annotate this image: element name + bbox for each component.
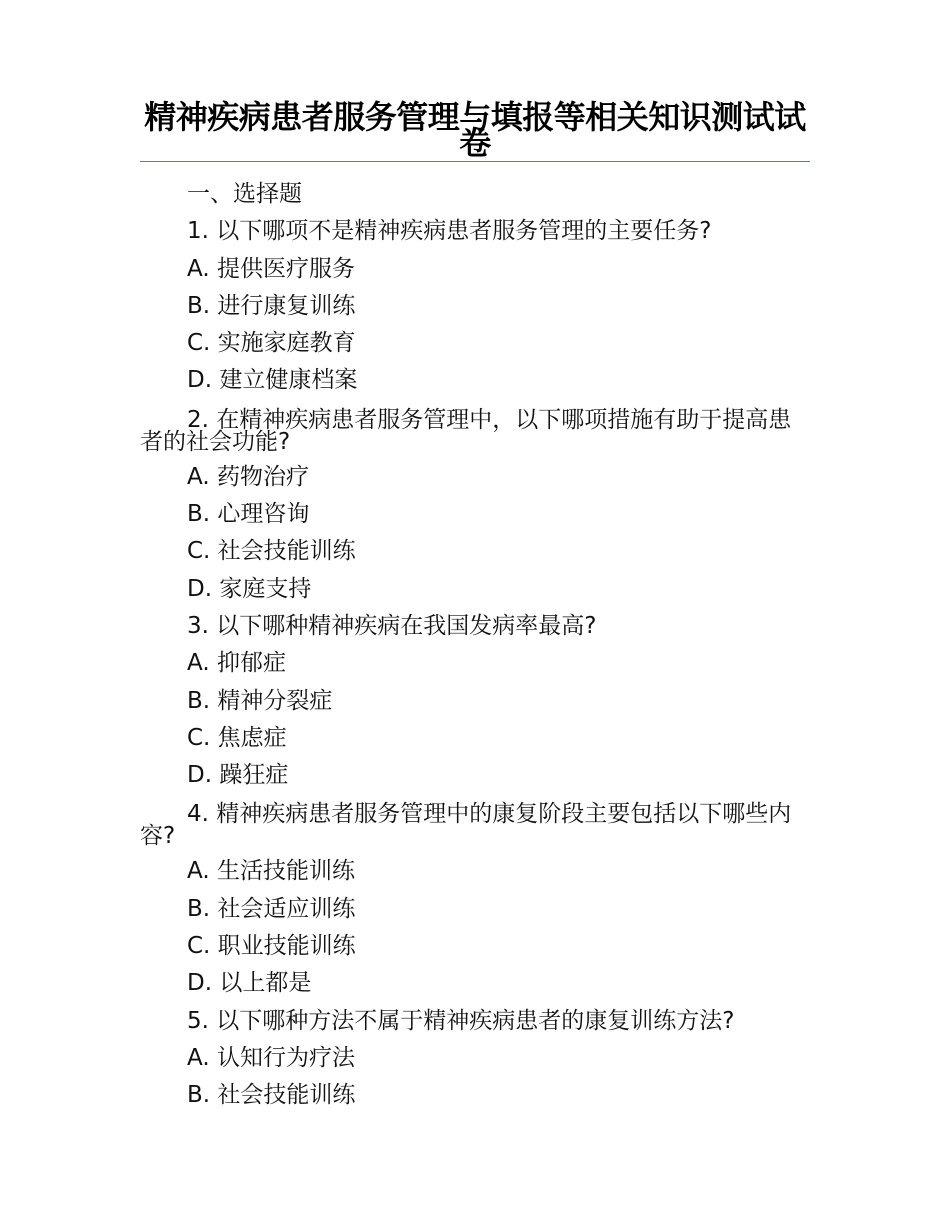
question-3-option-a: A. 抑郁症	[187, 650, 286, 677]
question-2-option-b: B. 心理咨询	[187, 501, 310, 528]
question-2-prompt: 2. 在精神疾病患者服务管理中，以下哪项措施有助于提高患者的社会功能?	[140, 406, 792, 455]
question-4-option-a: A. 生活技能训练	[187, 858, 355, 885]
question-5-option-b: B. 社会技能训练	[187, 1082, 356, 1109]
question-2-option-a: A. 药物治疗	[187, 463, 309, 490]
question-1-option-b: B. 进行康复训练	[187, 292, 356, 319]
question-5-prompt: 5. 以下哪种方法不属于精神疾病患者的康复训练方法?	[187, 1007, 735, 1034]
question-3-option-c: C. 焦虑症	[187, 724, 287, 751]
question-2-option-c: C. 社会技能训练	[187, 538, 356, 565]
question-4-prompt: 4. 精神疾病患者服务管理中的康复阶段主要包括以下哪些内容?	[140, 801, 792, 850]
question-4-option-d: D. 以上都是	[187, 970, 312, 997]
question-3-option-d: D. 躁狂症	[187, 762, 289, 789]
question-1-option-c: C. 实施家庭教育	[187, 330, 356, 357]
question-3-option-b: B. 精神分裂症	[187, 687, 333, 714]
document-body	[140, 176, 810, 1115]
question-4-option-b: B. 社会适应训练	[187, 895, 356, 922]
question-5-option-a: A. 认知行为疗法	[187, 1044, 355, 1071]
question-1-option-d: D. 建立健康档案	[187, 367, 358, 394]
section-heading: 一、选择题	[187, 181, 302, 207]
question-2-option-d: D. 家庭支持	[187, 575, 312, 602]
question-1-prompt: 1. 以下哪项不是精神疾病患者服务管理的主要任务?	[187, 218, 712, 245]
question-3-prompt: 3. 以下哪种精神疾病在我国发病率最高?	[187, 612, 597, 639]
question-4-option-c: C. 职业技能训练	[187, 933, 356, 960]
title-underline	[140, 161, 810, 162]
document-title: 精神疾病患者服务管理与填报等相关知识测试试卷	[144, 98, 806, 162]
question-1-option-a: A. 提供医疗服务	[187, 255, 355, 282]
